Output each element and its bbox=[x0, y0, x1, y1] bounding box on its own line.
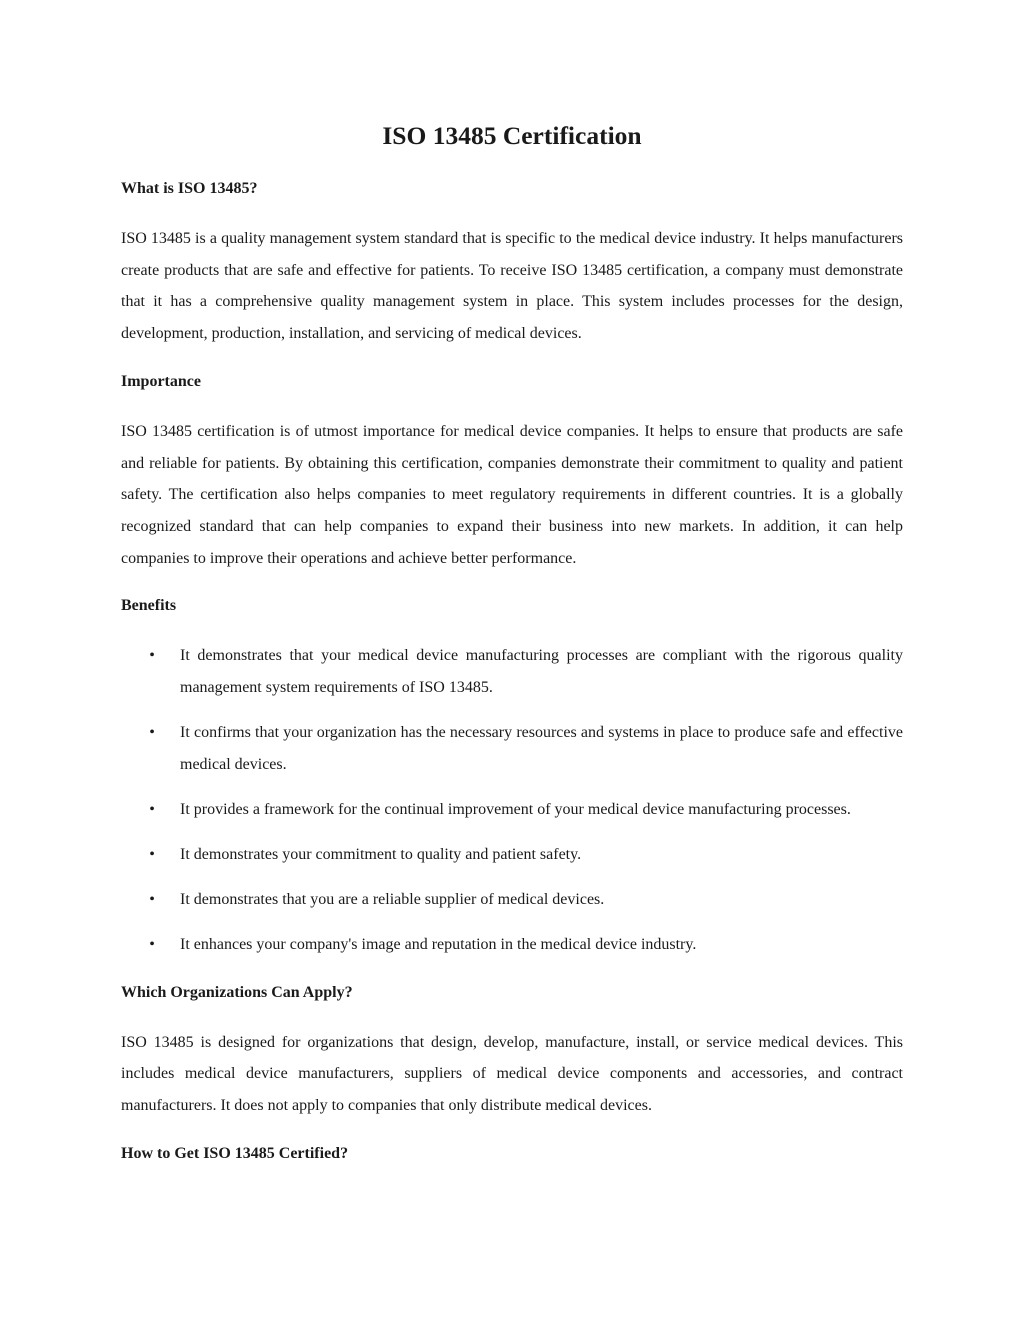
section-heading-importance: Importance bbox=[121, 372, 201, 390]
section-heading-how-to-certify: How to Get ISO 13485 Certified? bbox=[121, 1144, 349, 1162]
list-item bbox=[121, 717, 903, 780]
benefits-list bbox=[121, 640, 903, 960]
list-item-text: It demonstrates that your medical device manufacturing processes are compliant with the rigorous quality management system requirements of ISO 13485. bbox=[180, 647, 903, 697]
document-page bbox=[121, 118, 903, 1164]
bullet-icon: • bbox=[149, 647, 155, 665]
section-paragraph-importance: ISO 13485 certification is of utmost importance for medical device companies. It helps to ensure that products are safe and reliable for patients. By obtaining this certification, companies demonstrate their commitment to quality and patient safety. The certification also helps companies to meet regulatory requirements in different countries. It is a globally recognized standard that can help companies to expand their business into new markets. In addition, it can help companies to improve their operations and achieve better performance. bbox=[121, 422, 903, 567]
list-item bbox=[121, 640, 903, 703]
list-item-text: It provides a framework for the continual improvement of your medical device manufacturing processes. bbox=[180, 800, 851, 818]
list-item-text: It demonstrates that you are a reliable supplier of medical devices. bbox=[180, 890, 605, 908]
list-item bbox=[121, 839, 903, 871]
bullet-icon: • bbox=[149, 935, 155, 953]
list-item bbox=[121, 884, 903, 916]
list-item-text: It confirms that your organization has the necessary resources and systems in place to produce safe and effective medical devices. bbox=[180, 724, 903, 773]
document-title: ISO 13485 Certification bbox=[382, 121, 642, 150]
section-heading-benefits: Benefits bbox=[121, 597, 177, 615]
list-item-text: It demonstrates your commitment to quality and patient safety. bbox=[180, 845, 582, 863]
section-heading-what-is: What is ISO 13485? bbox=[121, 180, 258, 197]
bullet-icon: • bbox=[149, 890, 155, 908]
bullet-icon: • bbox=[149, 845, 155, 863]
list-item bbox=[121, 929, 903, 961]
bullet-icon: • bbox=[149, 800, 155, 818]
bullet-icon: • bbox=[149, 724, 155, 742]
section-heading-organizations: Which Organizations Can Apply? bbox=[121, 983, 353, 1001]
section-paragraph-what-is: ISO 13485 is a quality management system standard that is specific to the medical device industry. It helps manufacturers create products that are safe and effective for patients. To receive ISO 13485 certification, a company must demonstrate that it has a comprehensive quality management system in place. This system includes processes for the design, development, production, installation, and servicing of medical devices. bbox=[121, 230, 903, 343]
section-paragraph-organizations: ISO 13485 is designed for organizations that design, develop, manufacture, install, or service medical devices. This includes medical device manufacturers, suppliers of medical device components and accessories, and contract manufacturers. It does not apply to companies that only distribute medical devices. bbox=[121, 1033, 903, 1115]
list-item bbox=[121, 794, 903, 826]
list-item-text: It enhances your company's image and reputation in the medical device industry. bbox=[180, 935, 697, 953]
